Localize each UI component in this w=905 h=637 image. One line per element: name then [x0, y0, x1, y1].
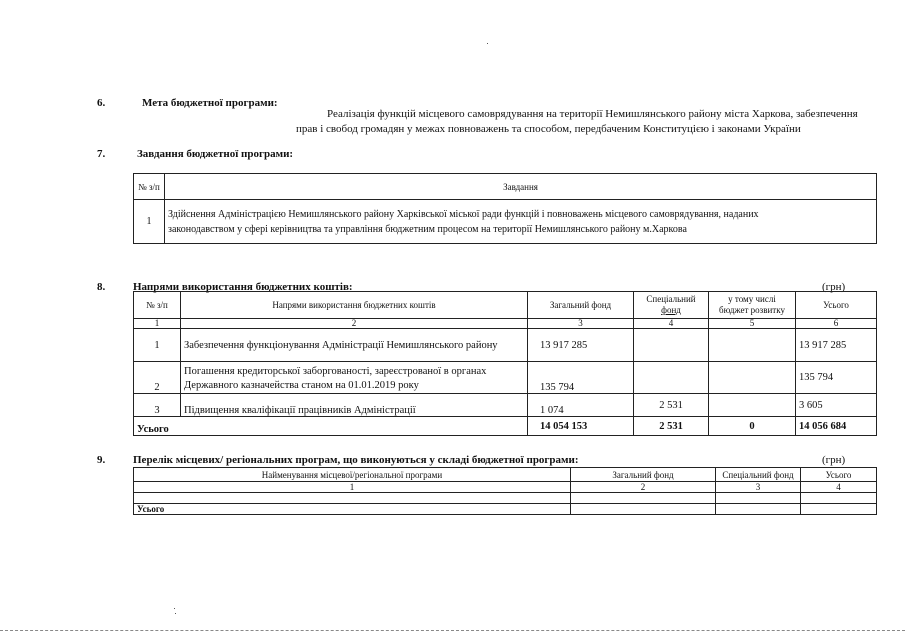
section-6-number: 6. [97, 97, 106, 109]
directions-index-cell: 4 [634, 319, 709, 329]
directions-col-general: Загальний фонд [528, 292, 634, 319]
section-9-title: Перелік місцевих/ регіональних програм, що виконуються у складі бюджетної програми: [133, 454, 579, 466]
table-row [134, 329, 877, 362]
totals-total: 14 056 684 [796, 417, 877, 436]
row-development [709, 394, 796, 417]
scan-speck [174, 608, 175, 609]
totals-row [134, 417, 877, 436]
table-row [134, 362, 877, 394]
tasks-row-text-line2: законодавством у сфері керівництва та управління бюджетним процесом на території Немишлянського району м.Харкова [168, 223, 687, 235]
directions-index-cell: 1 [134, 319, 181, 329]
row-total: 135 794 [796, 362, 877, 394]
section-9-number: 9. [97, 454, 106, 466]
row-number: 2 [134, 362, 181, 394]
row-direction-line2: Державного казначейства станом на 01.01.2019 року [184, 380, 419, 391]
section-9-unit: (грн) [822, 454, 846, 466]
row-direction [181, 362, 528, 394]
table-row [134, 394, 877, 417]
table-row [134, 493, 877, 504]
section-8-unit: (грн) [822, 281, 846, 293]
totals-label: Усього [134, 417, 528, 436]
directions-col-special-line1: Спеціальний [646, 294, 696, 304]
section-6-title: Мета бюджетної програми: [142, 97, 278, 109]
tasks-row-number: 1 [134, 200, 165, 244]
empty-cell [716, 493, 801, 504]
programs-col-general: Загальний фонд [571, 468, 716, 482]
row-special [634, 362, 709, 394]
directions-col-direction: Напрями використання бюджетних коштів [181, 292, 528, 319]
directions-col-development-line1: у тому числі [728, 294, 776, 304]
totals-special: 2 531 [634, 417, 709, 436]
row-development [709, 362, 796, 394]
totals-development: 0 [709, 417, 796, 436]
scan-edge-line [0, 630, 905, 632]
tasks-table [133, 173, 877, 244]
directions-table [133, 291, 877, 436]
section-7-number: 7. [97, 148, 106, 160]
programs-col-total: Усього [801, 468, 877, 482]
section-6-text-line2: прав і свобод громадян у межах повноважень та способом, передбаченим Конституцією і законами України [296, 123, 801, 135]
row-direction: Підвищення кваліфікації працівників Адміністрації [181, 394, 528, 417]
programs-total-label: Усього [134, 504, 571, 515]
directions-col-number: № з/п [134, 292, 181, 319]
tasks-row-text-line1: Здійснення Адміністрацією Немишлянського району Харківської міської ради функцій і повноважень місцевого самоврядування, наданих [168, 208, 759, 220]
directions-index-cell: 2 [181, 319, 528, 329]
directions-index-cell: 3 [528, 319, 634, 329]
directions-col-development [709, 292, 796, 319]
section-6-text-line1: Реалізація функцій місцевого самоврядування на території Немишлянського району міста Харкова, забезпечення [327, 108, 858, 120]
row-number: 3 [134, 394, 181, 417]
row-special: 2 531 [634, 394, 709, 417]
programs-col-special: Спеціальний фонд [716, 468, 801, 482]
programs-col-name: Найменування місцевої/регіональної програми [134, 468, 571, 482]
directions-col-special-line2: фонд [661, 305, 681, 315]
scan-speck [487, 43, 488, 44]
row-direction: Забезпечення функціонування Адміністрації Немишлянського району [181, 329, 528, 362]
section-8-title: Напрями використання бюджетних коштів: [133, 281, 353, 293]
programs-index-cell: 4 [801, 482, 877, 493]
row-general: 1 074 [528, 394, 634, 417]
row-total: 13 917 285 [796, 329, 877, 362]
totals-row [134, 504, 877, 515]
row-general: 135 794 [528, 362, 634, 394]
programs-index-cell: 1 [134, 482, 571, 493]
programs-index-cell: 3 [716, 482, 801, 493]
row-development [709, 329, 796, 362]
directions-index-cell: 5 [709, 319, 796, 329]
row-total: 3 605 [796, 394, 877, 417]
row-direction-line1: Погашення кредиторської заборгованості, зареєстрованої в органах [184, 366, 487, 377]
row-general: 13 917 285 [528, 329, 634, 362]
empty-cell [801, 493, 877, 504]
directions-col-development-line2: бюджет розвитку [718, 305, 785, 315]
scan-speck [175, 613, 176, 614]
directions-col-total: Усього [796, 292, 877, 319]
section-7-title: Завдання бюджетної програми: [137, 148, 294, 160]
programs-table [133, 467, 877, 515]
section-8-number: 8. [97, 281, 106, 293]
tasks-col-task: Завдання [165, 174, 877, 200]
empty-cell [571, 504, 716, 515]
empty-cell [716, 504, 801, 515]
tasks-row-text [165, 200, 877, 244]
programs-index-cell: 2 [571, 482, 716, 493]
row-number: 1 [134, 329, 181, 362]
tasks-col-number: № з/п [134, 174, 165, 200]
row-special [634, 329, 709, 362]
empty-cell [134, 493, 571, 504]
empty-cell [801, 504, 877, 515]
empty-cell [571, 493, 716, 504]
directions-index-cell: 6 [796, 319, 877, 329]
directions-col-special [634, 292, 709, 319]
totals-general: 14 054 153 [528, 417, 634, 436]
